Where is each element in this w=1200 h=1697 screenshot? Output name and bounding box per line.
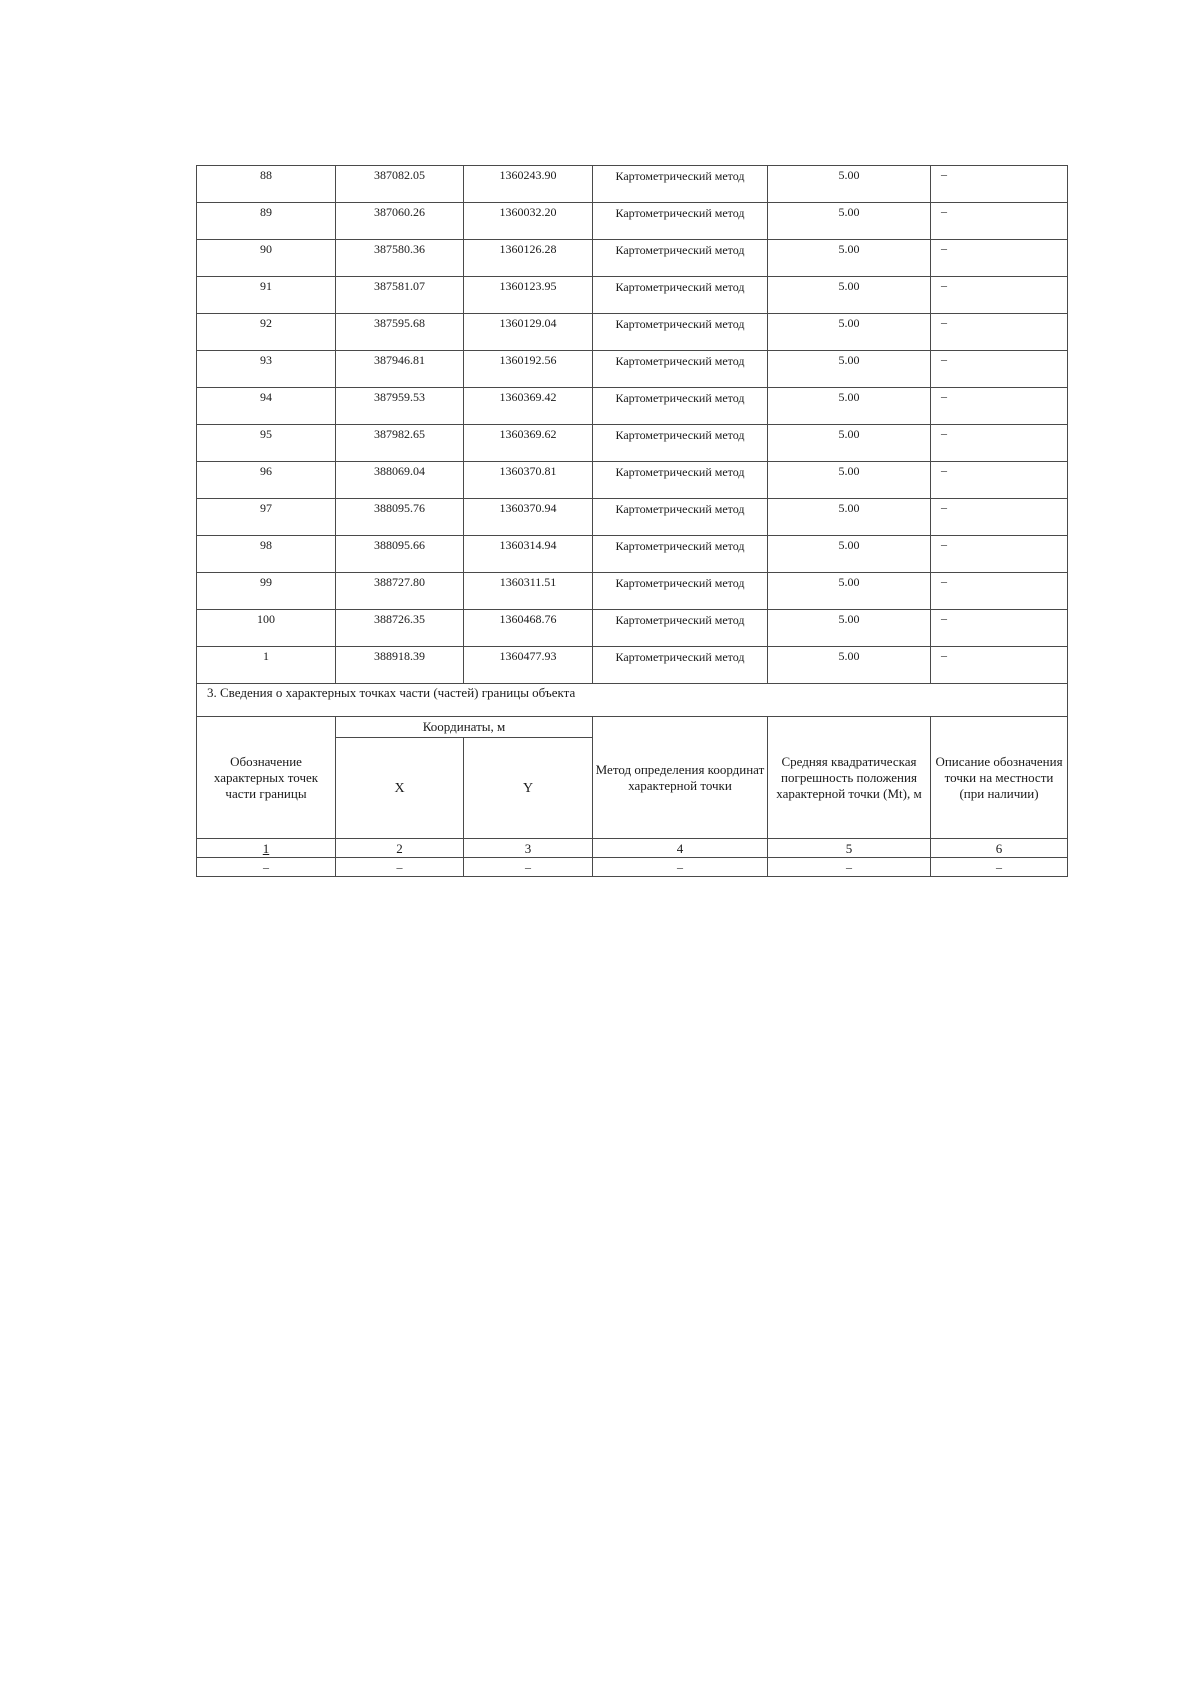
- column-number: 3: [464, 839, 593, 858]
- y-coordinate-cell: 1360032.20: [464, 203, 593, 240]
- x-coordinate-cell: 388069.04: [336, 462, 464, 499]
- error-cell: 5.00: [768, 388, 931, 425]
- error-cell: 5.00: [768, 610, 931, 647]
- error-cell: 5.00: [768, 425, 931, 462]
- empty-cell: –: [593, 858, 768, 877]
- error-cell: 5.00: [768, 536, 931, 573]
- description-cell: –: [931, 573, 1068, 610]
- error-cell: 5.00: [768, 647, 931, 684]
- description-cell: –: [931, 425, 1068, 462]
- y-coordinate-cell: 1360126.28: [464, 240, 593, 277]
- point-id-cell: 96: [197, 462, 336, 499]
- x-coordinate-cell: 388095.76: [336, 499, 464, 536]
- method-cell: Картометрический метод: [593, 573, 768, 610]
- description-cell: –: [931, 240, 1068, 277]
- column-number: 6: [931, 839, 1068, 858]
- point-id-cell: 1: [197, 647, 336, 684]
- y-coordinate-cell: 1360192.56: [464, 351, 593, 388]
- error-cell: 5.00: [768, 499, 931, 536]
- method-cell: Картометрический метод: [593, 203, 768, 240]
- empty-cell: –: [768, 858, 931, 877]
- x-coordinate-cell: 388727.80: [336, 573, 464, 610]
- point-id-cell: 92: [197, 314, 336, 351]
- description-cell: –: [931, 203, 1068, 240]
- point-id-cell: 94: [197, 388, 336, 425]
- description-cell: –: [931, 499, 1068, 536]
- points-body: [197, 166, 1068, 684]
- x-coordinate-cell: 388918.39: [336, 647, 464, 684]
- error-cell: 5.00: [768, 351, 931, 388]
- point-row: [197, 647, 1068, 684]
- x-coordinate-cell: 388726.35: [336, 610, 464, 647]
- description-cell: –: [931, 314, 1068, 351]
- error-cell: 5.00: [768, 240, 931, 277]
- method-cell: Картометрический метод: [593, 277, 768, 314]
- empty-cell: –: [197, 858, 336, 877]
- description-cell: –: [931, 166, 1068, 203]
- x-coordinate-cell: 387946.81: [336, 351, 464, 388]
- y-coordinate-cell: 1360243.90: [464, 166, 593, 203]
- column-numbers-row: [197, 839, 1068, 858]
- point-row: [197, 351, 1068, 388]
- method-cell: Картометрический метод: [593, 166, 768, 203]
- x-coordinate-cell: 387581.07: [336, 277, 464, 314]
- header-coordinates: Координаты, м: [336, 717, 593, 738]
- point-row: [197, 277, 1068, 314]
- point-row: [197, 536, 1068, 573]
- point-id-cell: 89: [197, 203, 336, 240]
- error-cell: 5.00: [768, 462, 931, 499]
- y-coordinate-cell: 1360314.94: [464, 536, 593, 573]
- point-row: [197, 462, 1068, 499]
- header-description: Описание обозначения точки на местности (при наличии): [931, 717, 1068, 839]
- point-id-cell: 100: [197, 610, 336, 647]
- y-coordinate-cell: 1360311.51: [464, 573, 593, 610]
- point-id-cell: 90: [197, 240, 336, 277]
- description-cell: –: [931, 462, 1068, 499]
- point-row: [197, 166, 1068, 203]
- method-cell: Картометрический метод: [593, 388, 768, 425]
- point-row: [197, 610, 1068, 647]
- point-row: [197, 314, 1068, 351]
- header-point-designation: Обозначение характерных точек части границы: [197, 717, 336, 839]
- method-cell: Картометрический метод: [593, 462, 768, 499]
- error-cell: 5.00: [768, 573, 931, 610]
- header-row-1: [197, 717, 1068, 738]
- header-x: X: [336, 738, 464, 839]
- description-cell: –: [931, 647, 1068, 684]
- error-cell: 5.00: [768, 314, 931, 351]
- method-cell: Картометрический метод: [593, 314, 768, 351]
- empty-cell: –: [336, 858, 464, 877]
- y-coordinate-cell: 1360129.04: [464, 314, 593, 351]
- method-cell: Картометрический метод: [593, 425, 768, 462]
- column-number: 5: [768, 839, 931, 858]
- empty-row: [197, 858, 1068, 877]
- method-cell: Картометрический метод: [593, 610, 768, 647]
- header-method: Метод определения координат характерной точки: [593, 717, 768, 839]
- method-cell: Картометрический метод: [593, 647, 768, 684]
- method-cell: Картометрический метод: [593, 536, 768, 573]
- y-coordinate-cell: 1360468.76: [464, 610, 593, 647]
- point-id-cell: 93: [197, 351, 336, 388]
- point-id-cell: 99: [197, 573, 336, 610]
- description-cell: –: [931, 536, 1068, 573]
- x-coordinate-cell: 387959.53: [336, 388, 464, 425]
- point-id-cell: 97: [197, 499, 336, 536]
- x-coordinate-cell: 387082.05: [336, 166, 464, 203]
- x-coordinate-cell: 387595.68: [336, 314, 464, 351]
- point-row: [197, 499, 1068, 536]
- header-y: Y: [464, 738, 593, 839]
- error-cell: 5.00: [768, 166, 931, 203]
- point-row: [197, 388, 1068, 425]
- description-cell: –: [931, 277, 1068, 314]
- section3-body: [197, 684, 1068, 877]
- coordinates-table: [196, 165, 1068, 877]
- method-cell: Картометрический метод: [593, 351, 768, 388]
- error-cell: 5.00: [768, 203, 931, 240]
- x-coordinate-cell: 387982.65: [336, 425, 464, 462]
- column-number: 1: [197, 839, 336, 858]
- point-id-cell: 88: [197, 166, 336, 203]
- y-coordinate-cell: 1360123.95: [464, 277, 593, 314]
- section3-title: 3. Сведения о характерных точках части (частей) границы объекта: [197, 684, 1068, 717]
- x-coordinate-cell: 387060.26: [336, 203, 464, 240]
- method-cell: Картометрический метод: [593, 499, 768, 536]
- column-number: 2: [336, 839, 464, 858]
- header-error: Средняя квадратическая погрешность положения характерной точки (Mt), м: [768, 717, 931, 839]
- method-cell: Картометрический метод: [593, 240, 768, 277]
- y-coordinate-cell: 1360369.42: [464, 388, 593, 425]
- point-id-cell: 98: [197, 536, 336, 573]
- point-id-cell: 91: [197, 277, 336, 314]
- y-coordinate-cell: 1360369.62: [464, 425, 593, 462]
- point-row: [197, 425, 1068, 462]
- x-coordinate-cell: 387580.36: [336, 240, 464, 277]
- description-cell: –: [931, 351, 1068, 388]
- description-cell: –: [931, 388, 1068, 425]
- point-id-cell: 95: [197, 425, 336, 462]
- error-cell: 5.00: [768, 277, 931, 314]
- y-coordinate-cell: 1360370.94: [464, 499, 593, 536]
- y-coordinate-cell: 1360370.81: [464, 462, 593, 499]
- section3-title-row: [197, 684, 1068, 717]
- x-coordinate-cell: 388095.66: [336, 536, 464, 573]
- point-row: [197, 573, 1068, 610]
- empty-cell: –: [931, 858, 1068, 877]
- column-number: 4: [593, 839, 768, 858]
- y-coordinate-cell: 1360477.93: [464, 647, 593, 684]
- point-row: [197, 240, 1068, 277]
- point-row: [197, 203, 1068, 240]
- description-cell: –: [931, 610, 1068, 647]
- empty-cell: –: [464, 858, 593, 877]
